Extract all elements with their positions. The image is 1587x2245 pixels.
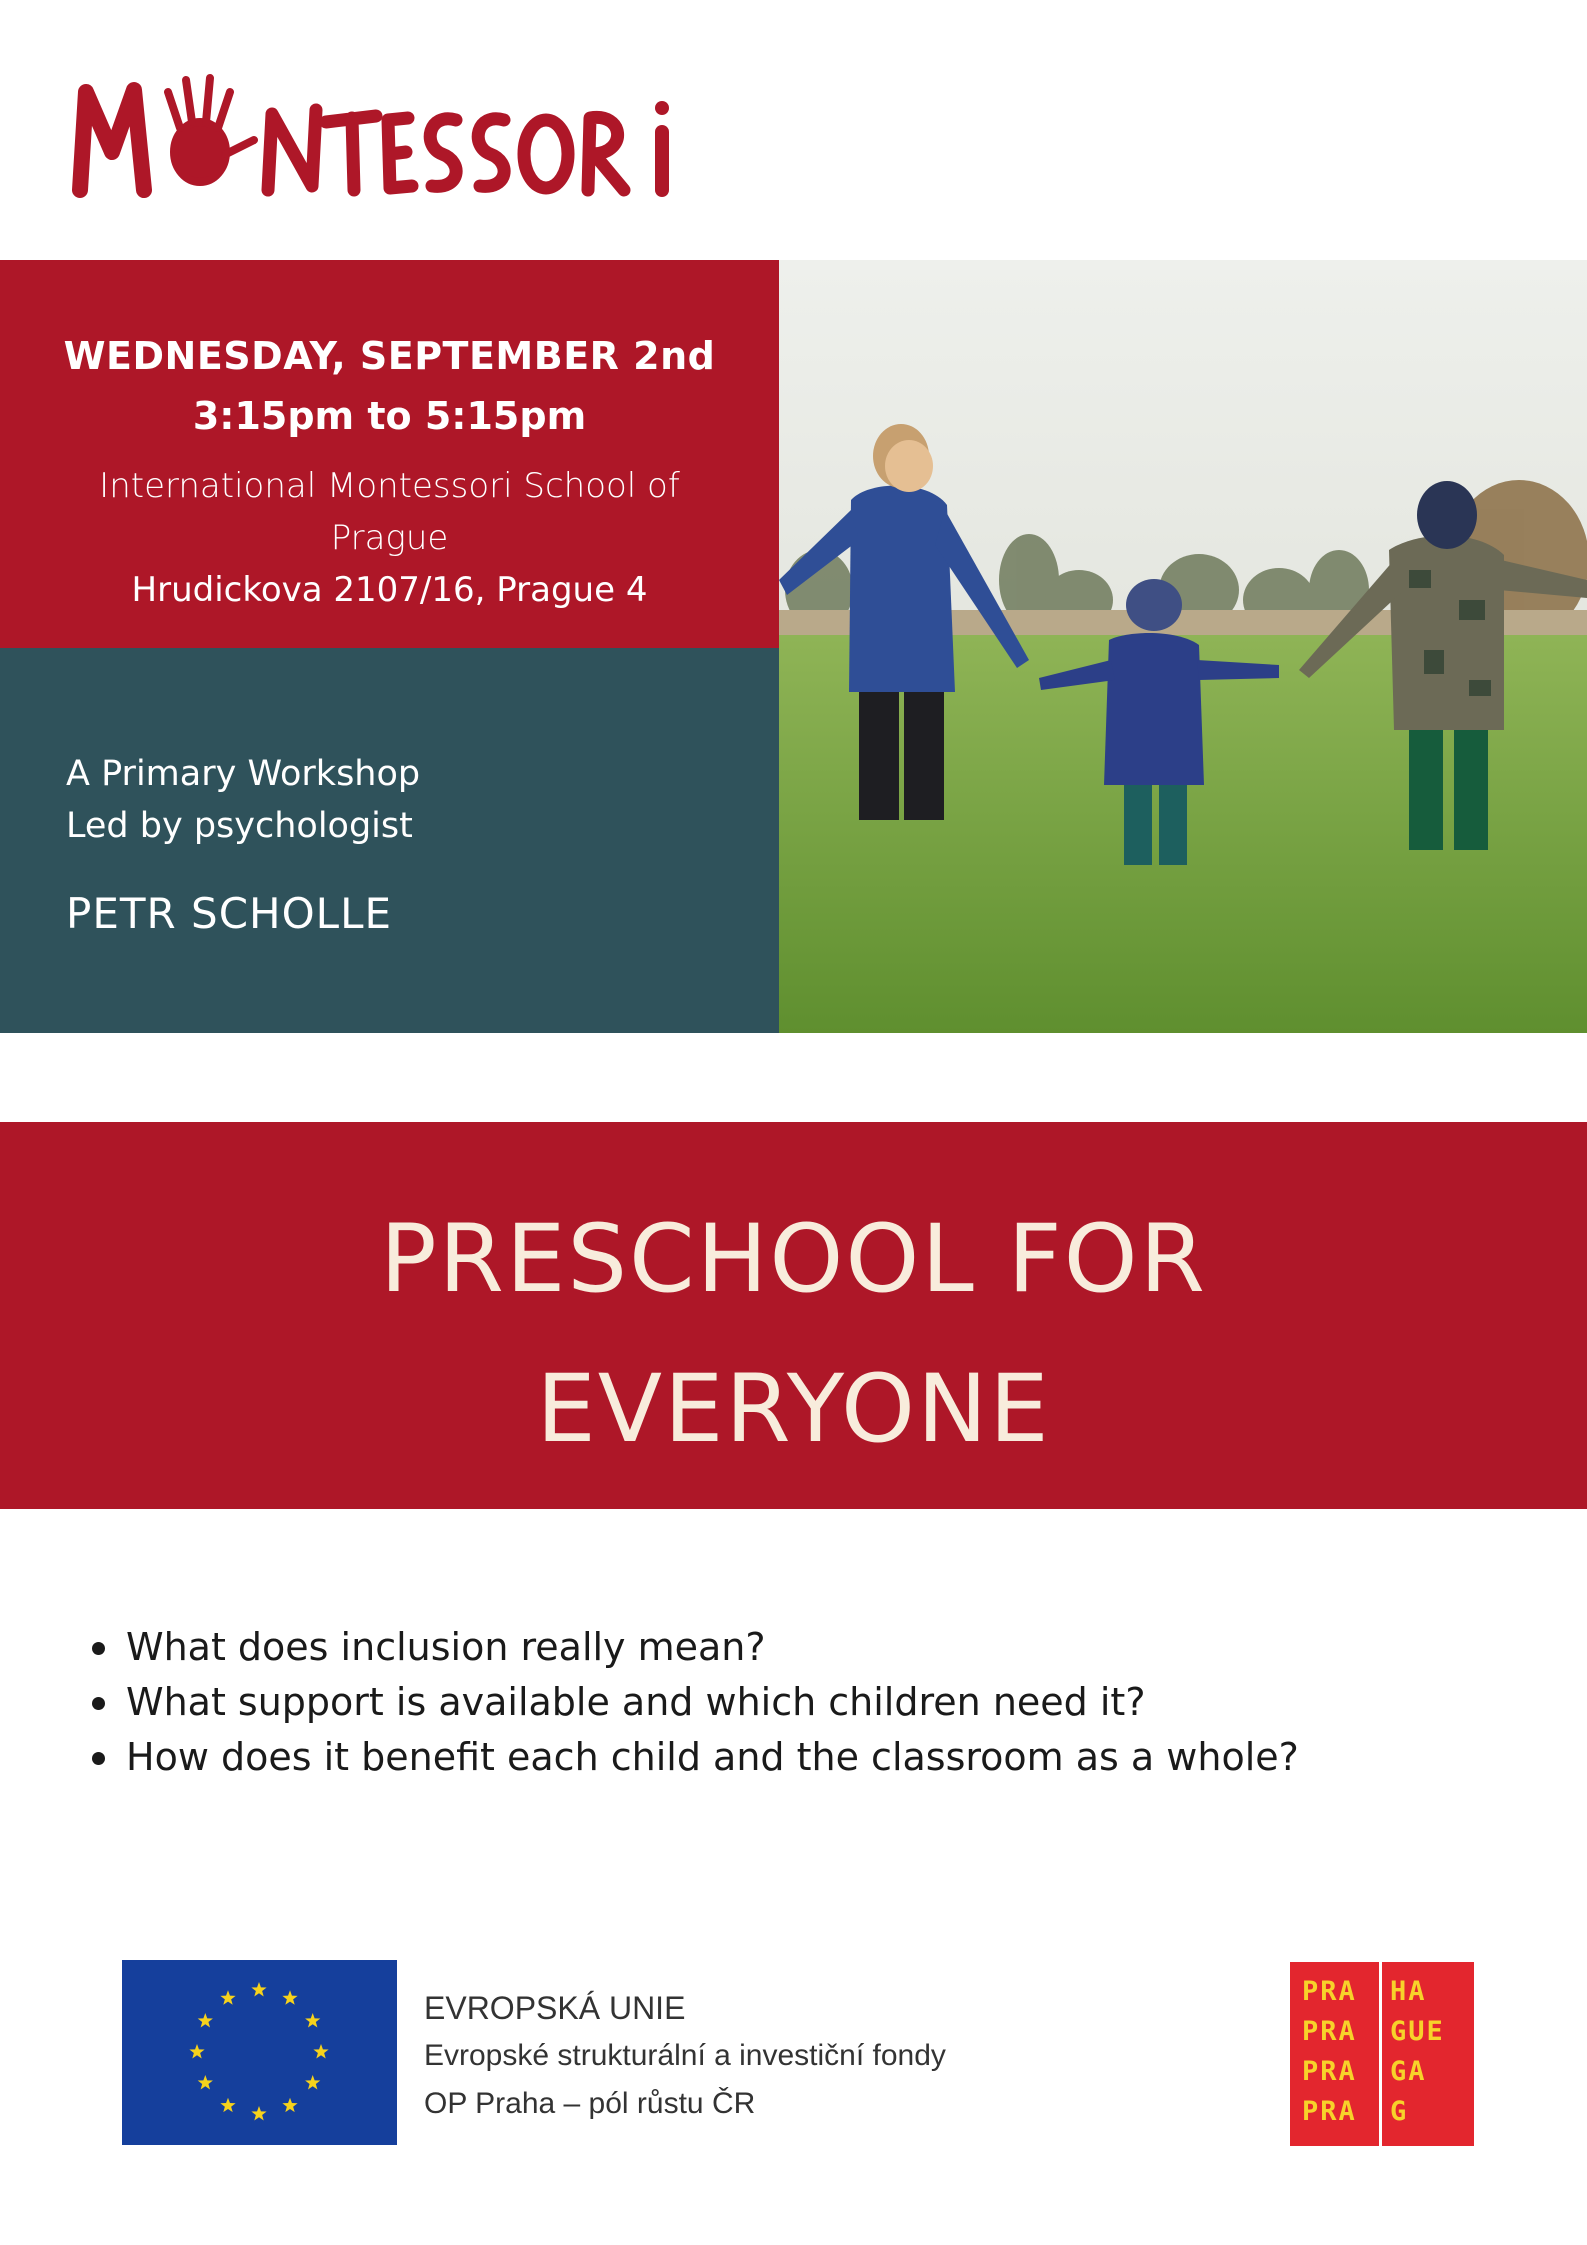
- praha-logo: [1290, 1962, 1474, 2146]
- praha-logo-text: PRA: [1302, 2056, 1357, 2087]
- praha-logo-text: GA: [1390, 2056, 1427, 2087]
- eu-star-icon: [220, 2098, 235, 2112]
- list-item: [90, 1620, 1299, 1675]
- title-line-2: EVERYONE: [536, 1355, 1051, 1464]
- bullet-icon: [92, 1697, 105, 1710]
- praha-logo-right: [1390, 1972, 1445, 2132]
- title-band: [0, 1122, 1587, 1509]
- praha-logo-text: PRA: [1302, 1976, 1357, 2007]
- eu-funding-text: [424, 1984, 946, 2128]
- eu-star-icon: [282, 1990, 297, 2004]
- eu-star-icon: [251, 2106, 266, 2120]
- question-text: What support is available and which children need it?: [126, 1680, 1146, 1724]
- children-photo-illustration: [779, 260, 1587, 1033]
- eu-star-icon: [313, 2044, 328, 2058]
- bullet-icon: [92, 1642, 105, 1655]
- praha-logo-text: HA: [1390, 1976, 1427, 2007]
- eu-star-icon: [282, 2098, 297, 2112]
- speaker-name: PETR SCHOLLE: [66, 889, 393, 938]
- question-text: What does inclusion really mean?: [126, 1625, 766, 1669]
- praha-logo-text: GUE: [1390, 2016, 1445, 2047]
- list-item: [90, 1730, 1299, 1785]
- led-by: Led by psychologist: [66, 806, 413, 846]
- event-address: Hrudickova 2107/16, Prague 4: [131, 570, 648, 610]
- montessori-logo-mark: [72, 62, 712, 212]
- event-venue: International Montessori School of Prague: [99, 466, 680, 558]
- eu-star-icon: [251, 1982, 266, 1996]
- bullet-icon: [92, 1752, 105, 1765]
- montessori-logo: [72, 62, 712, 212]
- workshop-type: A Primary Workshop: [66, 754, 421, 794]
- praha-logo-left: [1302, 1972, 1357, 2132]
- eu-star-icon: [198, 2075, 213, 2089]
- children-photo: [779, 260, 1587, 1033]
- speaker-panel: [0, 648, 779, 1033]
- eu-star-icon: [220, 1990, 235, 2004]
- eu-title: EVROPSKÁ UNIE: [424, 1990, 686, 2026]
- event-date: WEDNESDAY, SEPTEMBER 2nd: [63, 334, 716, 378]
- questions-list: [90, 1620, 1299, 1785]
- event-time: 3:15pm to 5:15pm: [192, 394, 587, 438]
- eu-star-icon: [198, 2013, 213, 2027]
- praha-logo-text: PRA: [1302, 2016, 1357, 2047]
- eu-stars-icon: [122, 1960, 397, 2145]
- eu-star-icon: [305, 2075, 320, 2089]
- eu-funds-line: Evropské strukturální a investiční fondy: [424, 2039, 946, 2072]
- praha-logo-text: PRA: [1302, 2096, 1357, 2127]
- event-details-panel: [0, 260, 779, 648]
- eu-program-line: OP Praha – pól růstu ČR: [424, 2087, 756, 2120]
- title-line-1: PRESCHOOL FOR: [380, 1205, 1207, 1314]
- eu-star-icon: [189, 2044, 204, 2058]
- eu-flag-icon: [122, 1960, 397, 2145]
- question-text: How does it benefit each child and the classroom as a whole?: [126, 1735, 1299, 1779]
- list-item: [90, 1675, 1299, 1730]
- eu-star-icon: [305, 2013, 320, 2027]
- praha-logo-divider: [1379, 1962, 1382, 2146]
- praha-logo-text: G: [1390, 2096, 1409, 2127]
